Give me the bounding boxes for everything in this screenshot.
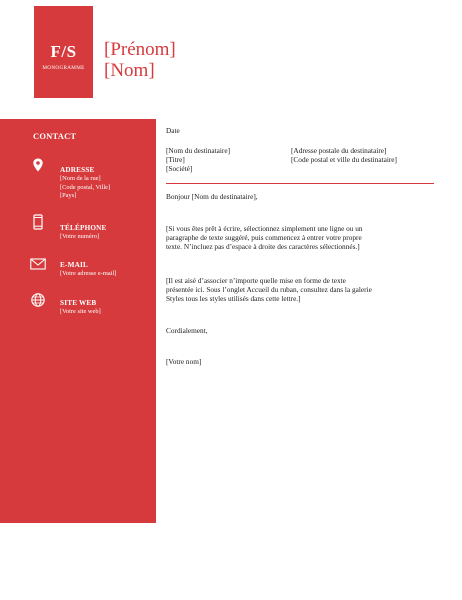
- recipient-postal: [Code postal et ville du destinataire]: [291, 155, 397, 165]
- paragraph-1-line: paragraphe de texte suggéré, puis commencez à entrer votre propre: [166, 233, 362, 243]
- phone-icon: [30, 214, 46, 230]
- header-divider: [166, 183, 434, 184]
- first-name: [Prénom]: [104, 39, 176, 60]
- paragraph-1: [166, 224, 436, 252]
- location-pin-icon: [30, 157, 46, 173]
- recipient-address: [Adresse postale du destinataire]: [291, 146, 387, 155]
- email-value: [Votre adresse e-mail]: [60, 270, 117, 277]
- phone-label: TÉLÉPHONE: [60, 224, 107, 232]
- letter-signature: [Votre nom]: [166, 357, 202, 366]
- recipient-title: [Titre]: [166, 155, 185, 165]
- last-name: [Nom]: [104, 60, 155, 81]
- monogram-block: [34, 6, 93, 98]
- globe-icon: [30, 292, 46, 308]
- paragraph-1-line: texte. N’incluez pas d’espace à droite des caractères sélectionnés.]: [166, 242, 360, 252]
- paragraph-1-line: [Si vous êtes prêt à écrire, sélectionnez simplement une ligne ou un: [166, 224, 363, 233]
- recipient-company: [Société]: [166, 164, 193, 174]
- mail-icon: [30, 256, 46, 272]
- letter-date: Date: [166, 126, 180, 135]
- paragraph-2-line: Styles tous les styles utilisés dans cette lettre.]: [166, 294, 301, 304]
- address-country: [Pays]: [60, 192, 77, 200]
- recipient-left: [166, 146, 291, 174]
- address-lines: [60, 175, 110, 201]
- contact-sidebar: [0, 119, 156, 523]
- phone-value: [Votre numéro]: [60, 233, 100, 240]
- letter-closing: Cordialement,: [166, 326, 208, 335]
- monogram-letters: F/S: [50, 42, 77, 61]
- paragraph-2: [166, 276, 436, 304]
- recipient-name: [Nom du destinataire]: [166, 146, 231, 155]
- address-city: [Code postal, Ville]: [60, 183, 111, 191]
- monogram-caption: MONOGRAMME: [42, 65, 85, 71]
- website-label: SITE WEB: [60, 299, 97, 307]
- letter-greeting: Bonjour [Nom du destinataire],: [166, 192, 258, 201]
- paragraph-2-line: [Il est aisé d’associer n’importe quelle mise en forme de texte: [166, 276, 346, 285]
- paragraph-2-line: présentée ici. Sous l’onglet Accueil du ruban, consultez dans la galerie: [166, 285, 372, 295]
- recipient-right: [291, 146, 441, 164]
- contact-title: CONTACT: [33, 131, 77, 141]
- website-value: [Votre site web]: [60, 308, 101, 315]
- email-label: E-MAIL: [60, 261, 88, 269]
- address-street: [Nom de la rue]: [60, 175, 101, 182]
- address-label: ADRESSE: [60, 166, 95, 174]
